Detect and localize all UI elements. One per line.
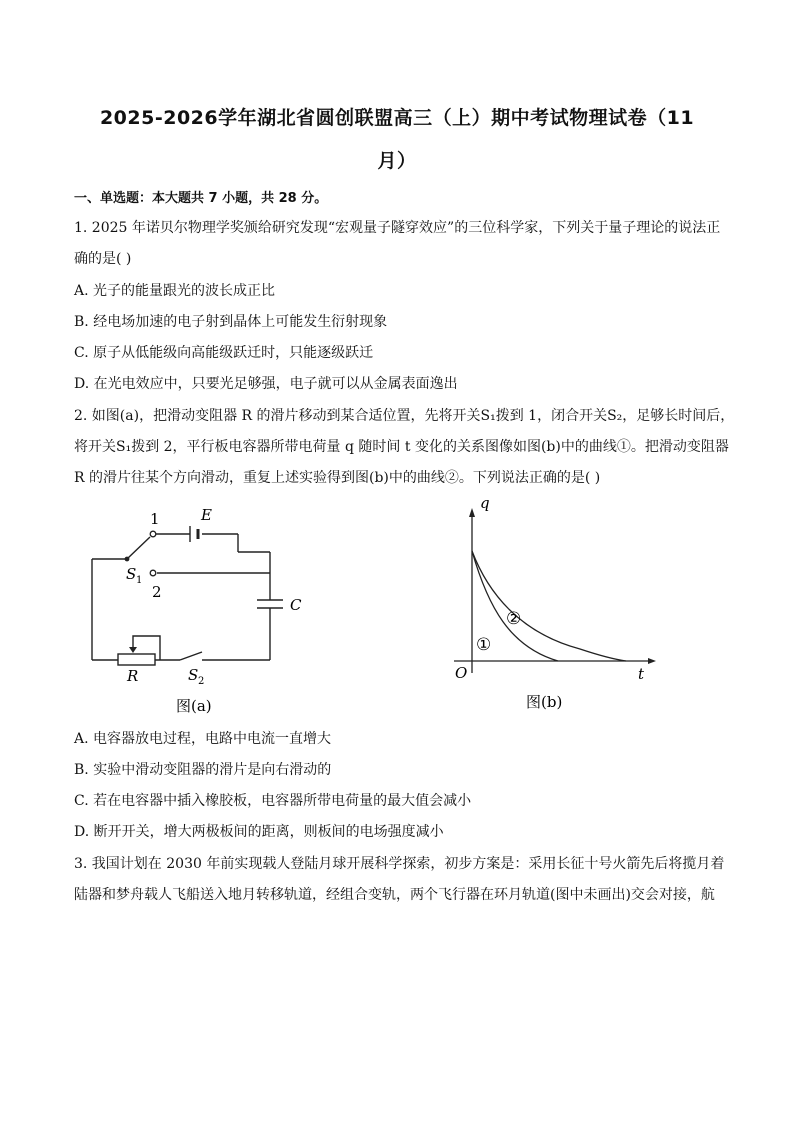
origin-label: O: [455, 664, 468, 682]
q-t-graph-figure-b: [440, 495, 665, 718]
exam-title-line-2: 月）: [377, 150, 417, 172]
switch-s1-subscript: 1: [136, 575, 143, 586]
circuit-diagram-figure-a: [80, 500, 320, 718]
q1-stem-line-2: 确的是( ): [74, 251, 132, 267]
exam-title-line-1: 2025-2026学年湖北省圆创联盟高三（上）期中考试物理试卷（11: [99, 107, 695, 129]
q3-stem-line-2: 陆器和梦舟载人飞船送入地月转移轨道，经组合变轨，两个飞行器在环月轨道(图中未画出)交会对接，航: [74, 887, 715, 903]
q3-stem-line-1: 3. 我国计划在 2030 年前实现载人登陆月球开展科学探索，初步方案是：采用长征十号火箭先后将揽月着: [74, 856, 725, 872]
t-axis-label: t: [638, 665, 645, 683]
q-axis-arrow-icon: [469, 508, 475, 517]
q2-option-b: B. 实验中滑动变阻器的滑片是向右滑动的: [74, 762, 332, 778]
q1-option-d: D. 在光电效应中，只要光足够强，电子就可以从金属表面逸出: [74, 376, 458, 392]
figure-b-caption: 图(b): [526, 693, 563, 711]
q2-option-c: C. 若在电容器中插入橡胶板，电容器所带电荷量的最大值会减小: [74, 793, 472, 809]
section-heading: 一、单选题：本大题共 7 小题，共 28 分。: [74, 191, 328, 206]
q2-stem-line-1: 2. 如图(a)，把滑动变阻器 R 的滑片移动到某合适位置，先将开关S₁拨到 1，闭合开关S₂，足够长时间后，: [74, 408, 735, 424]
q1-stem-line-1: 1. 2025 年诺贝尔物理学奖颁给研究发现“宏观量子隧穿效应”的三位科学家，下列关于量子理论的说法正: [74, 220, 721, 236]
battery-e-label: E: [201, 506, 212, 524]
figure-a-caption: 图(a): [176, 697, 212, 715]
capacitor-c-label: C: [290, 596, 302, 614]
switch-s1-label: S: [126, 565, 137, 583]
terminal-1-label: 1: [150, 510, 160, 528]
q2-option-d: D. 断开开关，增大两极板间的距离，则板间的电场强度减小: [74, 824, 444, 840]
curve-2: [472, 551, 626, 661]
q1-option-a: A. 光子的能量跟光的波长成正比: [74, 283, 276, 299]
terminal-2-label: 2: [152, 583, 162, 601]
q2-stem-line-2: 将开关S₁拨到 2，平行板电容器所带电荷量 q 随时间 t 变化的关系图像如图(b)中的曲线①。把滑动变阻器: [74, 439, 729, 455]
q2-stem-line-3: R 的滑片往某个方向滑动，重复上述实验得到图(b)中的曲线②。下列说法正确的是( ): [74, 470, 601, 486]
q1-option-c: C. 原子从低能级向高能级跃迁时，只能逐级跃迁: [74, 345, 374, 361]
switch-s2-label: S: [188, 666, 199, 684]
q2-option-a: A. 电容器放电过程，电路中电流一直增大: [74, 731, 332, 747]
q-axis-label: q: [480, 495, 490, 512]
switch-s2-subscript: 2: [198, 676, 205, 687]
q1-option-b: B. 经电场加速的电子射到晶体上可能发生衍射现象: [74, 314, 388, 330]
curve-2-label: ②: [506, 609, 522, 629]
curve-1-label: ①: [476, 635, 492, 655]
t-axis-arrow-icon: [648, 658, 656, 664]
rheostat-r-label: R: [127, 667, 139, 685]
